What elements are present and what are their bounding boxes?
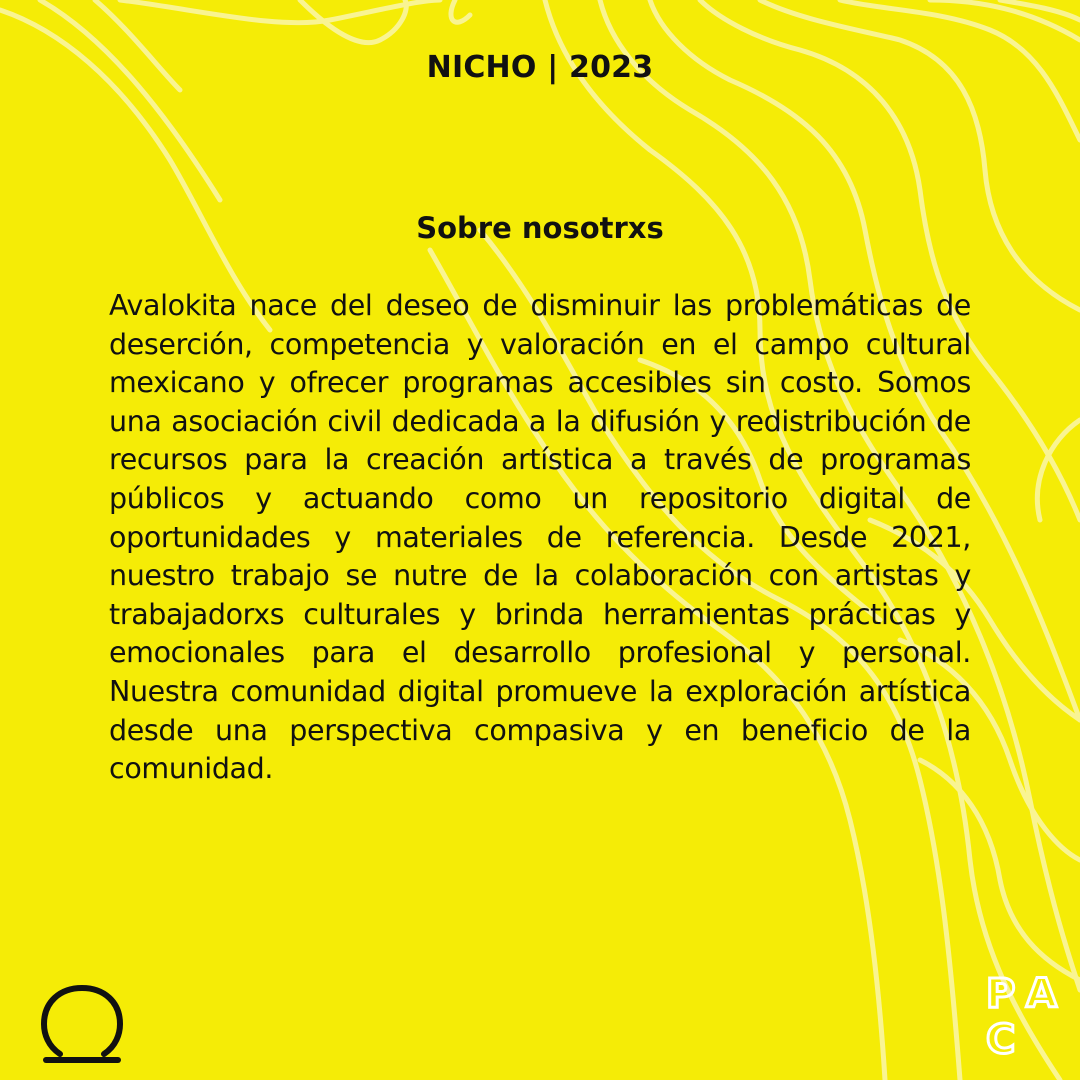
pac-logo-letter-p: P (986, 971, 1016, 1017)
about-paragraph: Avalokita nace del deseo de disminuir las problemáticas de deserción, competencia y valoración en el campo cultural mexicano y ofrecer programas accesibles sin costo. Somos una asociación civil dedicada a la difusión y redistribución de recursos para la creación artística a través de programas públicos y actuando como un repositorio digital de oportunidades y materiales de referencia. Desde 2021, nuestro trabajo se nutre de la colaboración con artistas y trabajadorxs culturales y brinda herramientas prácticas y emocionales para el desarrollo profesional y personal. Nuestra comunidad digital promueve la exploración artística desde una perspectiva compasiva y en beneficio de la comunidad. (109, 289, 971, 786)
pac-logo-letter-a: A (1026, 971, 1057, 1017)
section-heading: Sobre nosotrxs (416, 211, 664, 245)
pac-logo-letter-c: C (986, 1017, 1016, 1063)
pac-logo (986, 972, 1060, 1064)
omega-icon (40, 984, 124, 1066)
page-title: NICHO | 2023 (426, 50, 654, 85)
